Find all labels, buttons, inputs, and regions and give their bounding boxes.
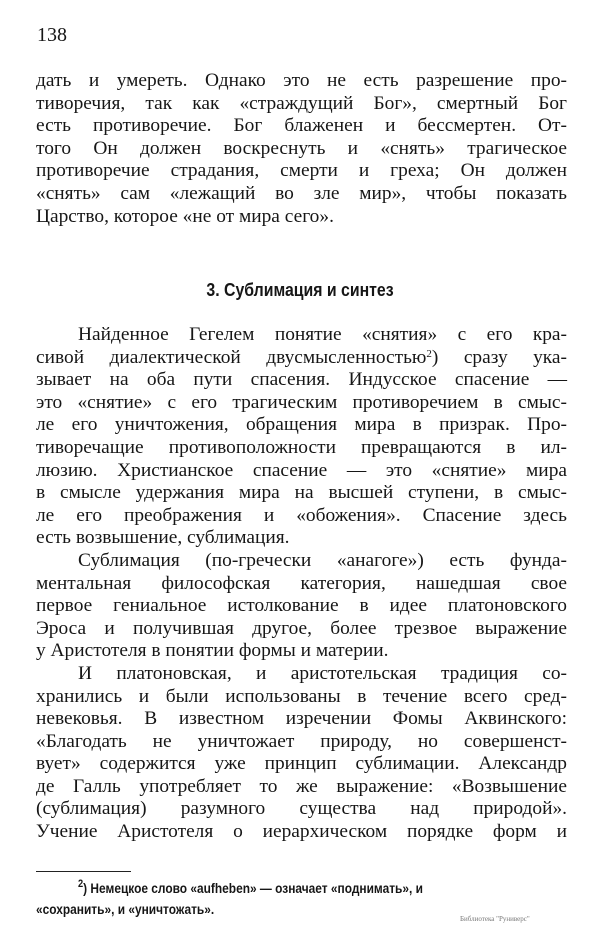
footnote-text: ) Немецкое слово «aufheben» — означает «поднимать», и [83, 881, 423, 897]
text-line: есть противоречие. Бог блаженен и бессмертен. От- [36, 115, 567, 137]
text-line: «снять» сам «лежащий во зле мир», чтобы показать [36, 182, 567, 204]
section-heading: 3. Сублимация и синтез [206, 280, 394, 300]
text-line: вует» содержится уже принцип сублимации. Александр [36, 753, 567, 775]
text-line: в смысле удержания мира на высшей ступени, в смыс- [36, 482, 567, 504]
text-line: ле его преображения и «обожения». Спасение здесь [36, 504, 567, 526]
text-line: Эроса и получившая другое, более трезвое выражение [36, 617, 567, 639]
intro-paragraph [36, 70, 567, 228]
text-line: хранились и были использованы в течение всего сред- [36, 685, 567, 707]
text-line: Сублимация (по-гречески «анагоге») есть фунда- [78, 549, 567, 571]
text-line: противоречие страдания, смерти и греха; Он должен [36, 160, 567, 182]
text-line: это «снятие» с его трагическим противоречием в смыс- [36, 391, 567, 413]
footnote-rule [36, 871, 131, 872]
text-line: Царство, которое «не от мира сего». [36, 205, 334, 227]
text-line: «Благодать не уничтожает природу, но совершенст- [36, 730, 567, 752]
text-line: (сублимация) разумного существа над природой». [36, 798, 567, 820]
footnote-line: «сохранить», и «уничтожать». [36, 902, 215, 918]
text-line: дать и умереть. Однако это не есть разрешение про- [36, 70, 567, 91]
text-line: де Галль употребляет то же выражение: «Возвышение [36, 775, 567, 797]
text-line: ле его уничтожения, обращения мира в призрак. Про- [36, 414, 567, 436]
text-line: зывает на оба пути спасения. Индусское спасение — [36, 369, 567, 391]
text-line: тиворечия, так как «страждущий Бог», смертный Бог [36, 92, 567, 114]
footnote-marker: 2 [78, 878, 84, 890]
text-line: люзию. Христианское спасение — это «снятие» мира [36, 459, 567, 481]
text-line-with-footnote-ref [36, 347, 567, 370]
text-line: Найденное Гегелем понятие «снятия» с его кра- [78, 324, 567, 345]
text-line: того Он должен воскреснуть и «снять» трагическое [36, 137, 567, 159]
footnote-reference[interactable]: 2 [426, 347, 432, 360]
page-number: 138 [37, 24, 67, 46]
section-body [36, 324, 567, 844]
text-segment: ) сразу ука- [431, 346, 567, 368]
text-segment: сивой диалектической двусмысленностью [36, 346, 427, 368]
text-line: ментальная философская категория, нашедшая свое [36, 572, 567, 594]
text-line: И платоновская, и аристотельская традиция со- [78, 662, 567, 684]
text-line: Учение Аристотеля о иерархическом порядке форм и [36, 821, 567, 843]
footnote-line [36, 879, 482, 900]
text-line: тиворечащие противоположности превращаются в ил- [36, 436, 567, 458]
text-line: у Аристотеля в понятии формы и материи. [36, 640, 389, 662]
library-watermark: Библиотека "Руниверс" [460, 915, 530, 923]
text-line: первое гениальное истолкование в идее платоновского [36, 595, 567, 617]
text-line: есть возвышение, сублимация. [36, 527, 290, 549]
text-line: невековья. В известном изречении Фомы Аквинского: [36, 708, 567, 730]
